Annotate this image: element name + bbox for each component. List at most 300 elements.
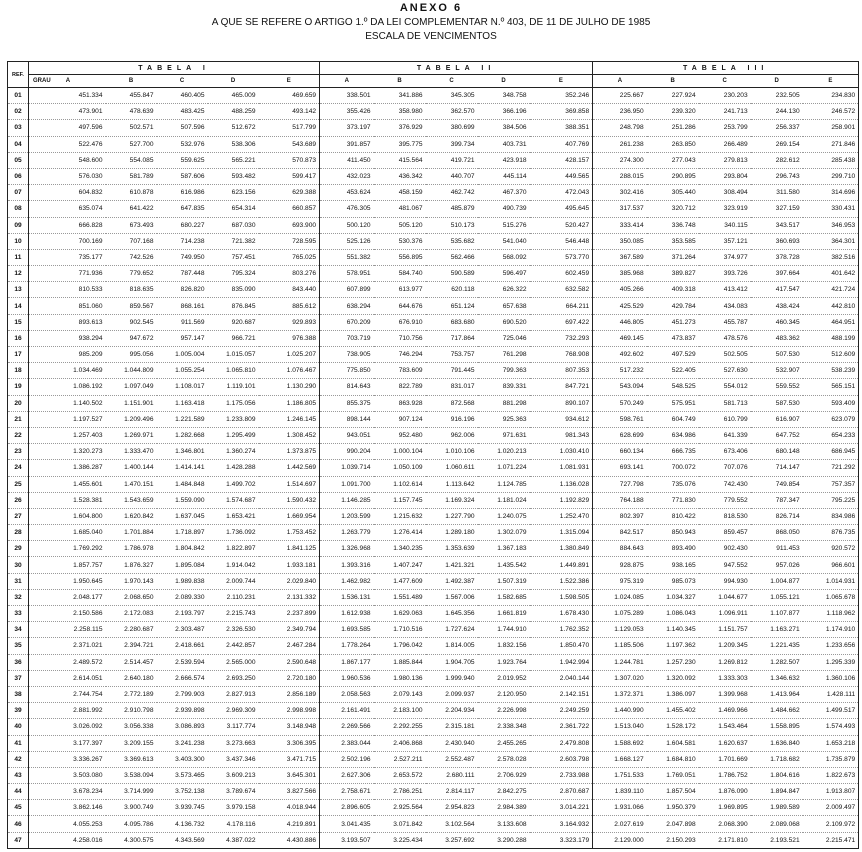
value-cell: 587.530 — [751, 395, 803, 411]
ref-cell: 13 — [8, 282, 29, 298]
value-cell: 2.786.251 — [374, 784, 426, 800]
value-cell: 1.163.271 — [751, 622, 803, 638]
value-cell: 3.503.080 — [29, 767, 106, 783]
table-row — [8, 427, 859, 443]
value-cell: 2.383.044 — [320, 735, 374, 751]
value-cell: 3.573.465 — [157, 767, 208, 783]
table-row — [8, 104, 859, 120]
ref-cell: 47 — [8, 832, 29, 848]
value-cell: 1.804.616 — [751, 767, 803, 783]
ref-cell: 09 — [8, 217, 29, 233]
value-cell: 721.382 — [208, 233, 259, 249]
value-cell: 1.130.290 — [259, 379, 320, 395]
value-cell: 738.905 — [320, 347, 374, 363]
value-cell: 376.929 — [374, 120, 426, 136]
value-cell: 460.405 — [157, 88, 208, 104]
value-cell: 3.193.507 — [320, 832, 374, 848]
ref-cell: 28 — [8, 525, 29, 541]
ref-cell: 26 — [8, 492, 29, 508]
value-cell: 239.320 — [647, 104, 699, 120]
value-cell: 981.343 — [530, 427, 593, 443]
value-cell: 893.490 — [647, 541, 699, 557]
value-cell: 1.065.678 — [803, 589, 859, 605]
value-cell: 1.257.403 — [29, 427, 106, 443]
value-cell: 1.004.877 — [751, 573, 803, 589]
value-cell: 1.169.324 — [426, 492, 478, 508]
value-cell: 1.950.645 — [29, 573, 106, 589]
table-row — [8, 152, 859, 168]
value-cell: 543.689 — [259, 136, 320, 152]
value-cell: 445.114 — [478, 168, 530, 184]
value-cell: 657.638 — [478, 298, 530, 314]
value-cell: 1.442.569 — [259, 460, 320, 476]
value-cell: 393.726 — [699, 266, 751, 282]
value-cell: 596.497 — [478, 266, 530, 282]
table-row — [8, 460, 859, 476]
value-cell: 336.748 — [647, 217, 699, 233]
value-cell: 395.775 — [374, 136, 426, 152]
value-cell: 1.645.356 — [426, 606, 478, 622]
value-cell: 791.445 — [426, 363, 478, 379]
value-cell: 2.627.306 — [320, 767, 374, 783]
value-cell: 590.589 — [426, 266, 478, 282]
value-cell: 1.197.362 — [647, 638, 699, 654]
value-cell: 610.799 — [699, 411, 751, 427]
table-row — [8, 622, 859, 638]
value-cell: 644.676 — [374, 298, 426, 314]
value-cell: 749.950 — [157, 249, 208, 265]
value-cell: 1.751.533 — [593, 767, 647, 783]
ref-cell: 10 — [8, 233, 29, 249]
value-cell: 604.832 — [29, 185, 106, 201]
value-cell: 670.209 — [320, 314, 374, 330]
value-cell: 1.209.496 — [106, 411, 157, 427]
value-cell: 413.412 — [699, 282, 751, 298]
value-cell: 1.470.151 — [106, 476, 157, 492]
value-cell: 938.165 — [647, 557, 699, 573]
value-cell: 353.585 — [647, 233, 699, 249]
value-cell: 1.320.273 — [29, 444, 106, 460]
value-cell: 881.298 — [478, 395, 530, 411]
value-cell: 795.225 — [803, 492, 859, 508]
ref-cell: 35 — [8, 638, 29, 654]
value-cell: 1.428.288 — [208, 460, 259, 476]
value-cell: 1.455.601 — [29, 476, 106, 492]
value-cell: 1.373.875 — [259, 444, 320, 460]
value-cell: 2.814.117 — [426, 784, 478, 800]
value-cell: 1.333.470 — [106, 444, 157, 460]
value-cell: 1.221.589 — [157, 411, 208, 427]
value-cell: 497.596 — [29, 120, 106, 136]
value-cell: 1.762.352 — [530, 622, 593, 638]
table-row — [8, 363, 859, 379]
value-cell: 1.086.043 — [647, 606, 699, 622]
value-cell: 248.798 — [593, 120, 647, 136]
value-cell: 1.380.849 — [530, 541, 593, 557]
value-cell: 510.173 — [426, 217, 478, 233]
value-cell: 374.977 — [699, 249, 751, 265]
value-cell: 3.827.566 — [259, 784, 320, 800]
table-row — [8, 703, 859, 719]
ref-cell: 32 — [8, 589, 29, 605]
value-cell: 371.264 — [647, 249, 699, 265]
value-cell: 517.232 — [593, 363, 647, 379]
value-cell: 727.798 — [593, 476, 647, 492]
value-cell: 697.422 — [530, 314, 593, 330]
value-cell: 1.215.632 — [374, 508, 426, 524]
value-cell: 868.161 — [157, 298, 208, 314]
value-cell: 432.023 — [320, 168, 374, 184]
ref-cell: 39 — [8, 703, 29, 719]
col-label-t3-b: B — [647, 75, 699, 88]
value-cell: 810.422 — [647, 508, 699, 524]
ref-cell: 29 — [8, 541, 29, 557]
value-cell: 2.215.743 — [208, 606, 259, 622]
value-cell: 473.901 — [29, 104, 106, 120]
value-cell: 2.009.744 — [208, 573, 259, 589]
value-cell: 397.664 — [751, 266, 803, 282]
value-cell: 455.847 — [106, 88, 157, 104]
value-cell: 2.171.810 — [699, 832, 751, 848]
value-cell: 1.513.040 — [593, 719, 647, 735]
value-cell: 279.813 — [699, 152, 751, 168]
value-cell: 1.044.677 — [699, 589, 751, 605]
table-row — [8, 476, 859, 492]
value-cell: 1.185.506 — [593, 638, 647, 654]
value-cell: 1.174.910 — [803, 622, 859, 638]
value-cell: 327.159 — [751, 201, 803, 217]
value-cell: 2.706.929 — [478, 767, 530, 783]
value-cell: 714.147 — [751, 460, 803, 476]
value-cell: 1.857.504 — [647, 784, 699, 800]
value-cell: 3.336.267 — [29, 751, 106, 767]
value-cell: 288.015 — [593, 168, 647, 184]
value-cell: 502.505 — [699, 347, 751, 363]
value-cell: 455.787 — [699, 314, 751, 330]
ref-cell: 06 — [8, 168, 29, 184]
value-cell: 493.142 — [259, 104, 320, 120]
value-cell: 626.322 — [478, 282, 530, 298]
value-cell: 1.060.611 — [426, 460, 478, 476]
value-cell: 538.239 — [803, 363, 859, 379]
value-cell: 1.257.230 — [647, 654, 699, 670]
value-cell: 492.602 — [593, 347, 647, 363]
value-cell: 581.713 — [699, 395, 751, 411]
value-cell: 346.953 — [803, 217, 859, 233]
value-cell: 1.522.386 — [530, 573, 593, 589]
value-cell: 2.131.332 — [259, 589, 320, 605]
value-cell: 434.083 — [699, 298, 751, 314]
value-cell: 429.784 — [647, 298, 699, 314]
value-cell: 753.757 — [426, 347, 478, 363]
value-cell: 2.099.937 — [426, 686, 478, 702]
ref-cell: 07 — [8, 185, 29, 201]
value-cell: 1.514.697 — [259, 476, 320, 492]
value-cell: 1.333.303 — [699, 670, 751, 686]
value-cell: 2.027.619 — [593, 816, 647, 832]
value-cell: 1.588.692 — [593, 735, 647, 751]
value-cell: 2.489.572 — [29, 654, 106, 670]
value-cell: 333.414 — [593, 217, 647, 233]
value-cell: 4.387.022 — [208, 832, 259, 848]
value-cell: 1.252.470 — [530, 508, 593, 524]
value-cell: 835.090 — [208, 282, 259, 298]
value-cell: 469.659 — [259, 88, 320, 104]
value-cell: 296.743 — [751, 168, 803, 184]
value-cell: 366.196 — [478, 104, 530, 120]
value-cell: 920.687 — [208, 314, 259, 330]
value-cell: 1.065.810 — [208, 363, 259, 379]
value-cell: 2.068.390 — [699, 816, 751, 832]
value-cell: 3.026.092 — [29, 719, 106, 735]
value-cell: 1.307.020 — [593, 670, 647, 686]
value-cell: 3.714.999 — [106, 784, 157, 800]
value-cell: 779.552 — [699, 492, 751, 508]
value-cell: 1.086.192 — [29, 379, 106, 395]
value-cell: 1.653.218 — [803, 735, 859, 751]
value-cell: 2.349.794 — [259, 622, 320, 638]
value-cell: 458.159 — [374, 185, 426, 201]
table-row — [8, 767, 859, 783]
group-tabela-3: TABELA III — [593, 62, 859, 75]
value-cell: 700.169 — [29, 233, 106, 249]
value-cell: 1.360.274 — [208, 444, 259, 460]
value-cell: 693.141 — [593, 460, 647, 476]
value-cell: 421.724 — [803, 282, 859, 298]
value-cell: 1.449.891 — [530, 557, 593, 573]
value-cell: 818.635 — [106, 282, 157, 298]
value-cell: 1.598.505 — [530, 589, 593, 605]
value-cell: 1.942.994 — [530, 654, 593, 670]
value-cell: 1.620.842 — [106, 508, 157, 524]
value-cell: 389.827 — [647, 266, 699, 282]
value-cell: 3.979.158 — [208, 800, 259, 816]
value-cell: 502.571 — [106, 120, 157, 136]
value-cell: 1.289.180 — [426, 525, 478, 541]
table-row — [8, 298, 859, 314]
document-subtitle: A QUE SE REFERE O ARTIGO 1.º DA LEI COMPLEMENTAR N.º 403, DE 11 DE JULHO DE 1985 — [211, 17, 651, 28]
value-cell: 1.102.614 — [374, 476, 426, 492]
value-cell: 352.246 — [530, 88, 593, 104]
value-cell: 428.157 — [530, 152, 593, 168]
value-cell: 638.294 — [320, 298, 374, 314]
value-cell: 1.455.402 — [647, 703, 699, 719]
value-cell: 3.117.774 — [208, 719, 259, 735]
value-cell: 488.199 — [803, 330, 859, 346]
ref-cell: 16 — [8, 330, 29, 346]
value-cell: 1.989.589 — [751, 800, 803, 816]
table-row — [8, 330, 859, 346]
value-cell: 399.734 — [426, 136, 478, 152]
ref-cell: 05 — [8, 152, 29, 168]
value-cell: 834.986 — [803, 508, 859, 524]
value-cell: 512.672 — [208, 120, 259, 136]
value-cell: 3.538.094 — [106, 767, 157, 783]
value-cell: 787.448 — [157, 266, 208, 282]
value-cell: 554.012 — [699, 379, 751, 395]
value-cell: 1.181.024 — [478, 492, 530, 508]
value-cell: 1.276.414 — [374, 525, 426, 541]
value-cell: 2.204.934 — [426, 703, 478, 719]
value-cell: 795.324 — [208, 266, 259, 282]
value-cell: 355.426 — [320, 104, 374, 120]
value-cell: 1.308.452 — [259, 427, 320, 443]
value-cell: 323.919 — [699, 201, 751, 217]
value-cell: 308.494 — [699, 185, 751, 201]
value-cell: 241.713 — [699, 104, 751, 120]
value-cell: 1.221.435 — [751, 638, 803, 654]
value-cell: 1.175.056 — [208, 395, 259, 411]
value-cell: 1.295.339 — [803, 654, 859, 670]
value-cell: 587.606 — [157, 168, 208, 184]
value-cell: 1.484.662 — [751, 703, 803, 719]
value-cell: 369.858 — [530, 104, 593, 120]
value-cell: 1.769.051 — [647, 767, 699, 783]
value-cell: 1.295.499 — [208, 427, 259, 443]
value-cell: 1.701.669 — [699, 751, 751, 767]
value-cell: 1.113.642 — [426, 476, 478, 492]
ref-cell: 46 — [8, 816, 29, 832]
value-cell: 548.600 — [29, 152, 106, 168]
value-cell: 898.144 — [320, 411, 374, 427]
value-cell: 2.371.021 — [29, 638, 106, 654]
value-cell: 3.241.238 — [157, 735, 208, 751]
value-cell: 3.789.674 — [208, 784, 259, 800]
value-cell: 1.914.042 — [208, 557, 259, 573]
value-cell: 578.951 — [320, 266, 374, 282]
ref-cell: 44 — [8, 784, 29, 800]
col-label-t1-a — [29, 75, 106, 88]
value-cell: 1.151.901 — [106, 395, 157, 411]
value-cell: 1.867.177 — [320, 654, 374, 670]
value-cell: 522.405 — [647, 363, 699, 379]
ref-cell: 17 — [8, 347, 29, 363]
value-cell: 947.552 — [699, 557, 751, 573]
document-title: ANEXO 6 — [399, 2, 463, 14]
value-cell: 1.753.452 — [259, 525, 320, 541]
value-cell: 680.148 — [751, 444, 803, 460]
value-cell: 1.024.085 — [593, 589, 647, 605]
ref-cell: 22 — [8, 427, 29, 443]
col-label-t3-a: A — [593, 75, 647, 88]
value-cell: 1.326.968 — [320, 541, 374, 557]
value-cell: 916.196 — [426, 411, 478, 427]
value-cell: 2.772.189 — [106, 686, 157, 702]
table-row — [8, 800, 859, 816]
col-label-t2-d: D — [478, 75, 530, 88]
value-cell: 1.030.410 — [530, 444, 593, 460]
value-cell: 2.467.284 — [259, 638, 320, 654]
value-cell: 907.124 — [374, 411, 426, 427]
ref-cell: 21 — [8, 411, 29, 427]
value-cell: 599.417 — [259, 168, 320, 184]
value-cell: 1.119.101 — [208, 379, 259, 395]
value-cell: 2.856.189 — [259, 686, 320, 702]
value-cell: 527.700 — [106, 136, 157, 152]
value-cell: 1.735.879 — [803, 751, 859, 767]
value-cell: 409.318 — [647, 282, 699, 298]
value-cell: 628.699 — [593, 427, 647, 443]
value-cell: 568.092 — [478, 249, 530, 265]
value-cell: 990.204 — [320, 444, 374, 460]
value-cell: 1.904.705 — [426, 654, 478, 670]
value-cell: 357.121 — [699, 233, 751, 249]
value-cell: 2.109.972 — [803, 816, 859, 832]
value-cell: 872.568 — [426, 395, 478, 411]
value-cell: 490.739 — [478, 201, 530, 217]
value-cell: 985.209 — [29, 347, 106, 363]
value-cell: 2.910.798 — [106, 703, 157, 719]
value-cell: 1.678.430 — [530, 606, 593, 622]
value-cell: 749.854 — [751, 476, 803, 492]
value-cell: 1.727.624 — [426, 622, 478, 638]
value-cell: 266.489 — [699, 136, 751, 152]
value-cell: 2.215.471 — [803, 832, 859, 848]
value-cell: 2.603.798 — [530, 751, 593, 767]
value-cell: 535.682 — [426, 233, 478, 249]
value-cell: 1.107.877 — [751, 606, 803, 622]
value-cell: 768.908 — [530, 347, 593, 363]
value-cell: 263.850 — [647, 136, 699, 152]
table-row — [8, 686, 859, 702]
value-cell: 1.710.516 — [374, 622, 426, 638]
value-cell: 2.394.721 — [106, 638, 157, 654]
table-row — [8, 347, 859, 363]
group-tabela-2: TABELA II — [320, 62, 593, 75]
value-cell: 1.124.785 — [478, 476, 530, 492]
value-cell: 244.130 — [751, 104, 803, 120]
value-cell: 251.286 — [647, 120, 699, 136]
value-cell: 1.360.106 — [803, 670, 859, 686]
value-cell: 783.609 — [374, 363, 426, 379]
grau-label: GRAU — [33, 78, 51, 84]
value-cell: 1.574.493 — [803, 719, 859, 735]
group-tabela-1: TABELA I — [29, 62, 320, 75]
value-cell: 1.400.144 — [106, 460, 157, 476]
value-cell: 317.537 — [593, 201, 647, 217]
value-cell: 693.900 — [259, 217, 320, 233]
value-cell: 1.950.379 — [647, 800, 699, 816]
value-cell: 765.025 — [259, 249, 320, 265]
value-cell: 2.939.898 — [157, 703, 208, 719]
value-cell: 814.643 — [320, 379, 374, 395]
value-cell: 654.314 — [208, 201, 259, 217]
value-cell: 256.337 — [751, 120, 803, 136]
ref-cell: 14 — [8, 298, 29, 314]
value-cell: 505.120 — [374, 217, 426, 233]
value-cell: 419.721 — [426, 152, 478, 168]
value-cell: 1.669.954 — [259, 508, 320, 524]
value-cell: 403.731 — [478, 136, 530, 152]
value-cell: 4.343.569 — [157, 832, 208, 848]
value-cell: 451.273 — [647, 314, 699, 330]
value-cell: 660.857 — [259, 201, 320, 217]
value-cell: 686.945 — [803, 444, 859, 460]
value-cell: 2.418.661 — [157, 638, 208, 654]
value-cell: 1.071.224 — [478, 460, 530, 476]
value-cell: 407.769 — [530, 136, 593, 152]
value-cell: 532.907 — [751, 363, 803, 379]
value-cell: 1.197.527 — [29, 411, 106, 427]
value-cell: 469.145 — [593, 330, 647, 346]
value-cell: 842.517 — [593, 525, 647, 541]
value-cell: 1.034.469 — [29, 363, 106, 379]
value-cell: 938.294 — [29, 330, 106, 346]
value-cell: 258.901 — [803, 120, 859, 136]
value-cell: 378.728 — [751, 249, 803, 265]
col-label-t1-b: B — [106, 75, 157, 88]
table-row — [8, 314, 859, 330]
